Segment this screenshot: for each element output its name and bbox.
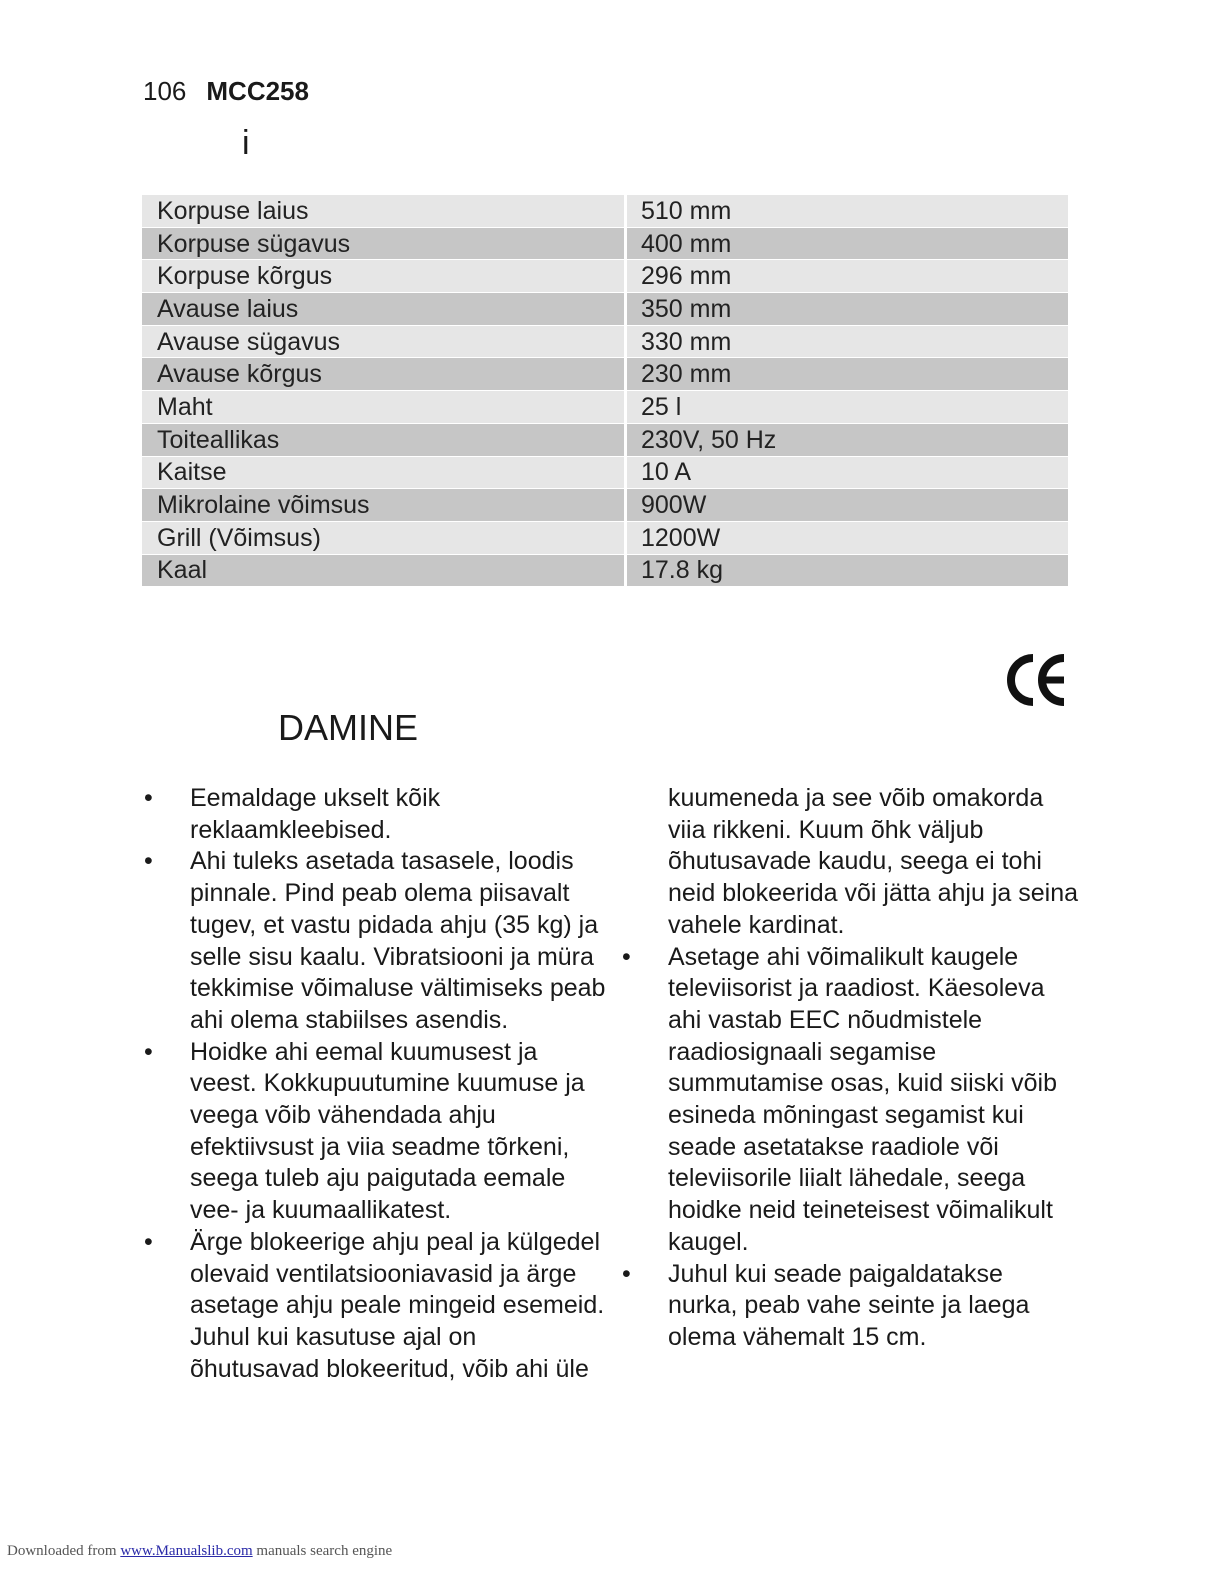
spec-label: Korpuse laius	[142, 195, 626, 227]
spec-value: 510 mm	[626, 195, 1069, 227]
spec-label: Mikrolaine võimsus	[142, 489, 626, 522]
table-row	[142, 358, 1068, 391]
table-row	[142, 260, 1068, 293]
list-item	[618, 1259, 1078, 1354]
list-item	[140, 1037, 610, 1227]
list-item	[618, 942, 1078, 1259]
list-item-text: Hoidke ahi eemal kuumusest ja veest. Kokkupuutumine kuumuse ja veega võib vähendada ahju efektiivsust ja viia seadme tõrkeni, seega tuleb aju paigutada eemale vee- ja kuumaallikatest.	[190, 1037, 585, 1225]
table-row	[142, 325, 1068, 358]
spec-value: 230V, 50 Hz	[626, 423, 1069, 456]
bullet-icon: •	[144, 784, 153, 812]
right-column	[618, 783, 1078, 1354]
list-item	[140, 783, 610, 846]
spec-label: Kaitse	[142, 456, 626, 489]
table-row	[142, 293, 1068, 326]
spec-label: Avause sügavus	[142, 325, 626, 358]
footer-prefix: Downloaded from	[7, 1543, 117, 1559]
download-footer	[7, 1542, 392, 1560]
list-item-text: Ahi tuleks asetada tasasele, loodis pinnale. Pind peab olema piisavalt tugev, et vastu pidada ahju (35 kg) ja selle sisu kaalu. Vibratsiooni ja müra tekkimise võimaluse vältimiseks peab ahi olema stabiilses asendis.	[190, 847, 606, 1034]
table-row	[142, 521, 1068, 554]
spec-label: Avause kõrgus	[142, 358, 626, 391]
section-title: DAMINE	[278, 707, 419, 748]
bullet-icon: •	[622, 942, 631, 971]
spec-value: 900W	[626, 489, 1069, 522]
spec-value: 17.8 kg	[626, 554, 1069, 587]
table-row	[142, 227, 1068, 260]
manualslib-link[interactable]: www.Manualslib.com	[120, 1543, 253, 1559]
spec-label: Toiteallikas	[142, 423, 626, 456]
spec-heading: i	[242, 124, 250, 162]
spec-label: Korpuse kõrgus	[142, 260, 626, 293]
ce-mark-icon	[1006, 650, 1068, 710]
table-row	[142, 423, 1068, 456]
model-name: MCC258	[206, 76, 309, 106]
bullet-icon: •	[622, 1259, 631, 1288]
spec-value: 10 A	[626, 456, 1069, 489]
left-column	[140, 783, 610, 1385]
list-item-continuation: kuumeneda ja see võib omakorda viia rikkeni. Kuum õhk väljub õhutusavade kaudu, seega ei tohi neid blokeerida või jätta ahju ja seina vahele kardinat.	[668, 784, 1078, 939]
spec-label: Avause laius	[142, 293, 626, 326]
spec-value: 330 mm	[626, 325, 1069, 358]
bullet-icon: •	[144, 1037, 153, 1066]
spec-table	[142, 195, 1068, 587]
spec-label: Kaal	[142, 554, 626, 587]
table-row	[142, 489, 1068, 522]
list-item-text: Asetage ahi võimalikult kaugele televiisorist ja raadiost. Käesoleva ahi vastab EEC nõudmistele raadiosignaali segamise summutamise osas, kuid siiski võib esineda mõningast segamist kui seade asetatakse raadiole või televiisorile liialt lähedale, seega hoidke neid teineteisest võimalikult kaugel.	[668, 942, 1058, 1256]
spec-value: 350 mm	[626, 293, 1069, 326]
page-number: 106	[143, 76, 187, 106]
bullet-icon: •	[144, 1227, 153, 1256]
table-row	[142, 456, 1068, 489]
list-item-text: Juhul kui seade paigaldatakse nurka, peab vahe seinte ja laega olema vähemalt 15 cm.	[668, 1259, 1030, 1351]
page-header	[143, 76, 309, 106]
spec-value: 25 l	[626, 391, 1069, 424]
list-item-text: Eemaldage ukselt kõik reklaamkleebised.	[190, 784, 441, 844]
spec-label: Maht	[142, 391, 626, 424]
list-item	[140, 1227, 610, 1386]
footer-suffix: manuals search engine	[256, 1543, 393, 1559]
table-row	[142, 195, 1068, 227]
spec-value: 296 mm	[626, 260, 1069, 293]
list-item-text: Ärge blokeerige ahju peal ja külgedel olevaid ventilatsiooniavasid ja ärge asetage ahju peale mingeid esemeid. Juhul kui kasutuse ajal on õhutusavad blokeeritud, võib ahi üle	[190, 1227, 605, 1383]
spec-value: 400 mm	[626, 227, 1069, 260]
table-row	[142, 391, 1068, 424]
spec-value: 1200W	[626, 521, 1069, 554]
bullet-icon: •	[144, 847, 153, 876]
spec-label: Korpuse sügavus	[142, 227, 626, 260]
list-item	[140, 846, 610, 1036]
spec-value: 230 mm	[626, 358, 1069, 391]
spec-label: Grill (Võimsus)	[142, 521, 626, 554]
table-row	[142, 554, 1068, 587]
